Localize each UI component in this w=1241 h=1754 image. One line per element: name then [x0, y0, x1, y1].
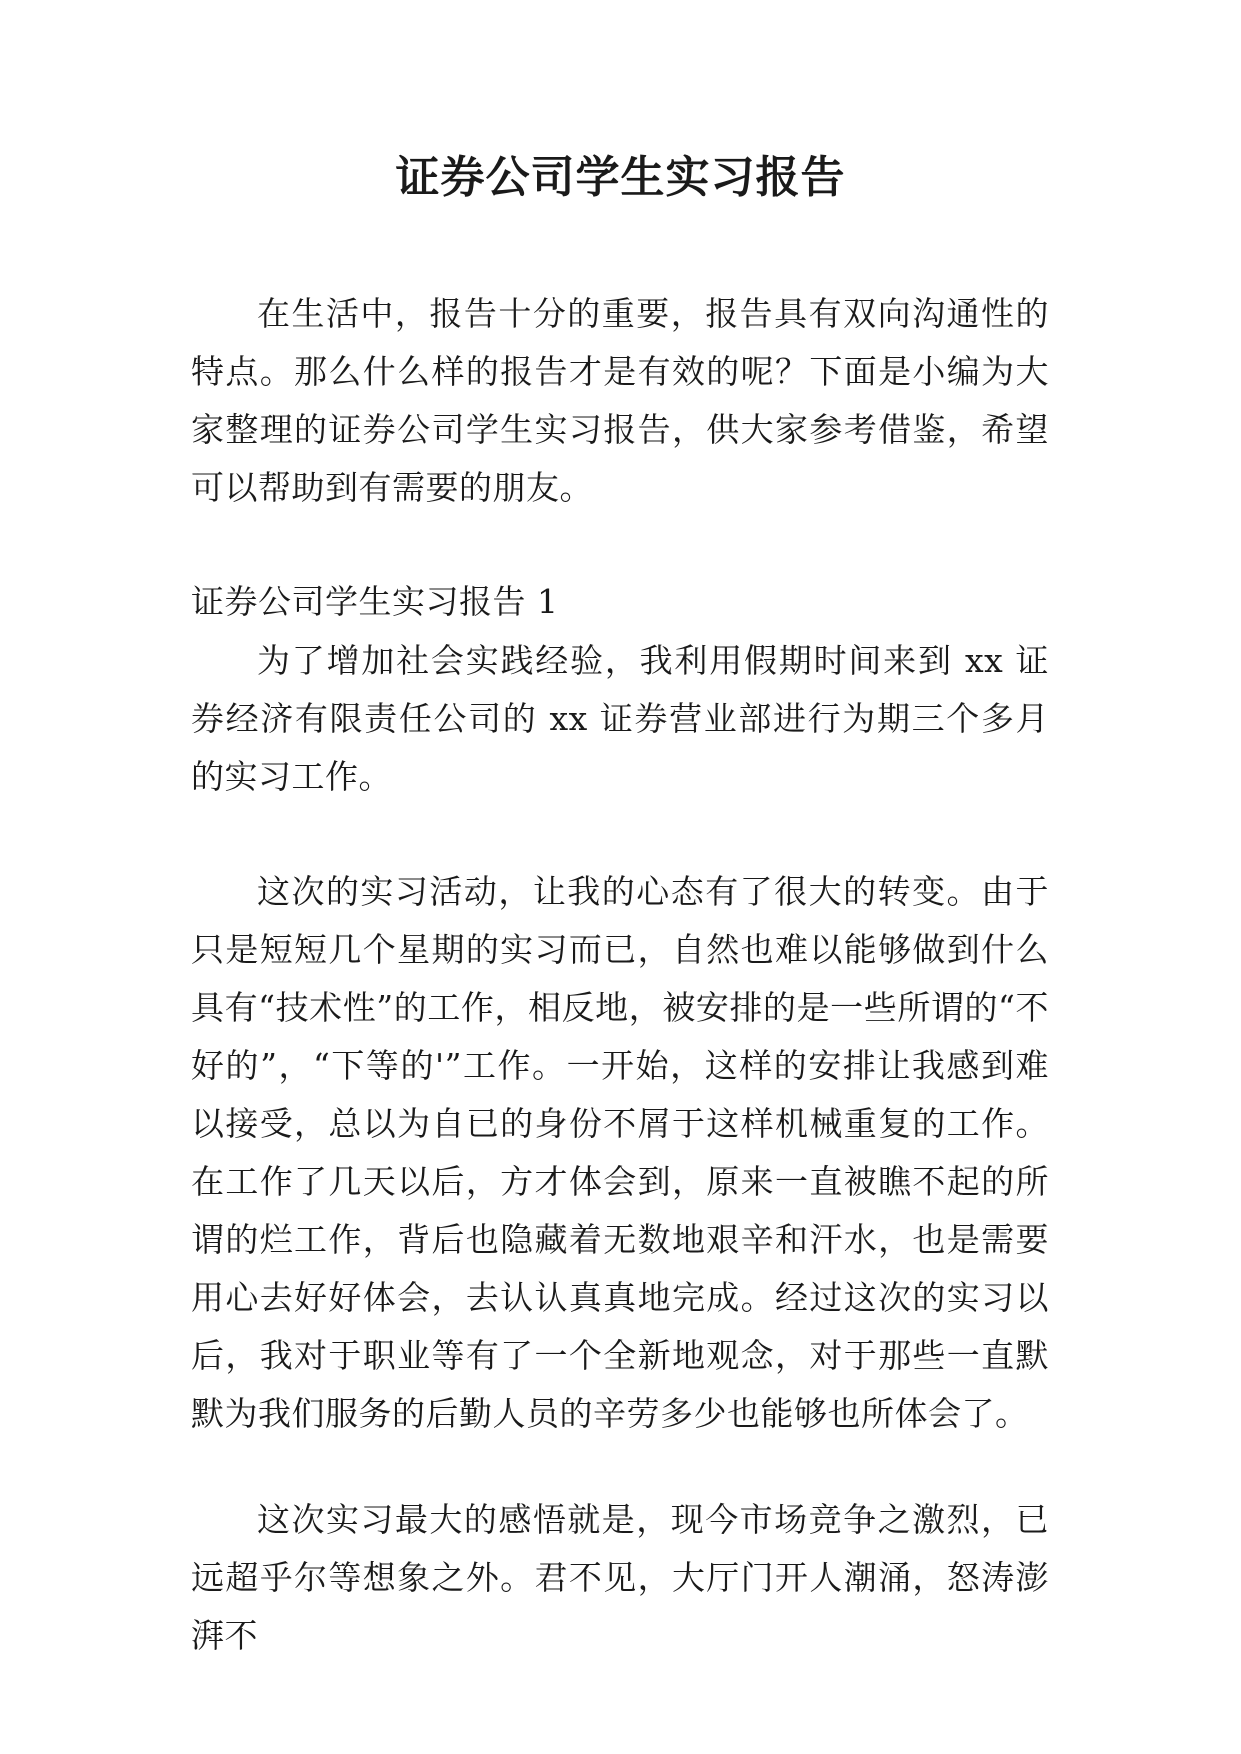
section-paragraph: 这次实习最大的感悟就是，现今市场竞争之激烈，已远超乎尔等想象之外。君不见，大厅门开人潮涌，怒涛澎湃不 — [191, 1500, 1049, 1655]
section-paragraph: 这次的实习活动，让我的心态有了很大的转变。由于只是短短几个星期的实习而已，自然也难以能够做到什么具有“技术性”的工作，相反地，被安排的是一些所谓的“不好的”，“下等的'”工作。一开始，这样的安排让我感到难以接受，总以为自已的身份不屑于这样机械重复的工作。在工作了几天以后，方才体会到，原来一直被瞧不起的所谓的烂工作，背后也隐藏着无数地艰辛和汗水，也是需要用心去好好体会，去认认真真地完成。经过这次的实习以后，我对于职业等有了一个全新地观念，对于那些一直默默为我们服务的后勤人员的辛劳多少也能够也所体会了。 — [191, 872, 1049, 1433]
section-heading: 证券公司学生实习报告 1 — [191, 582, 559, 621]
intro-paragraph: 在生活中，报告十分的重要，报告具有双向沟通性的特点。那么什么样的报告才是有效的呢？下面是小编为大家整理的证券公司学生实习报告，供大家参考借鉴，希望可以帮助到有需要的朋友。 — [191, 294, 1049, 507]
section-paragraph: 为了增加社会实践经验，我利用假期时间来到 xx 证券经济有限责任公司的 xx 证券营业部进行为期三个多月的实习工作。 — [191, 641, 1049, 796]
document-title: 证券公司学生实习报告 — [395, 152, 846, 203]
